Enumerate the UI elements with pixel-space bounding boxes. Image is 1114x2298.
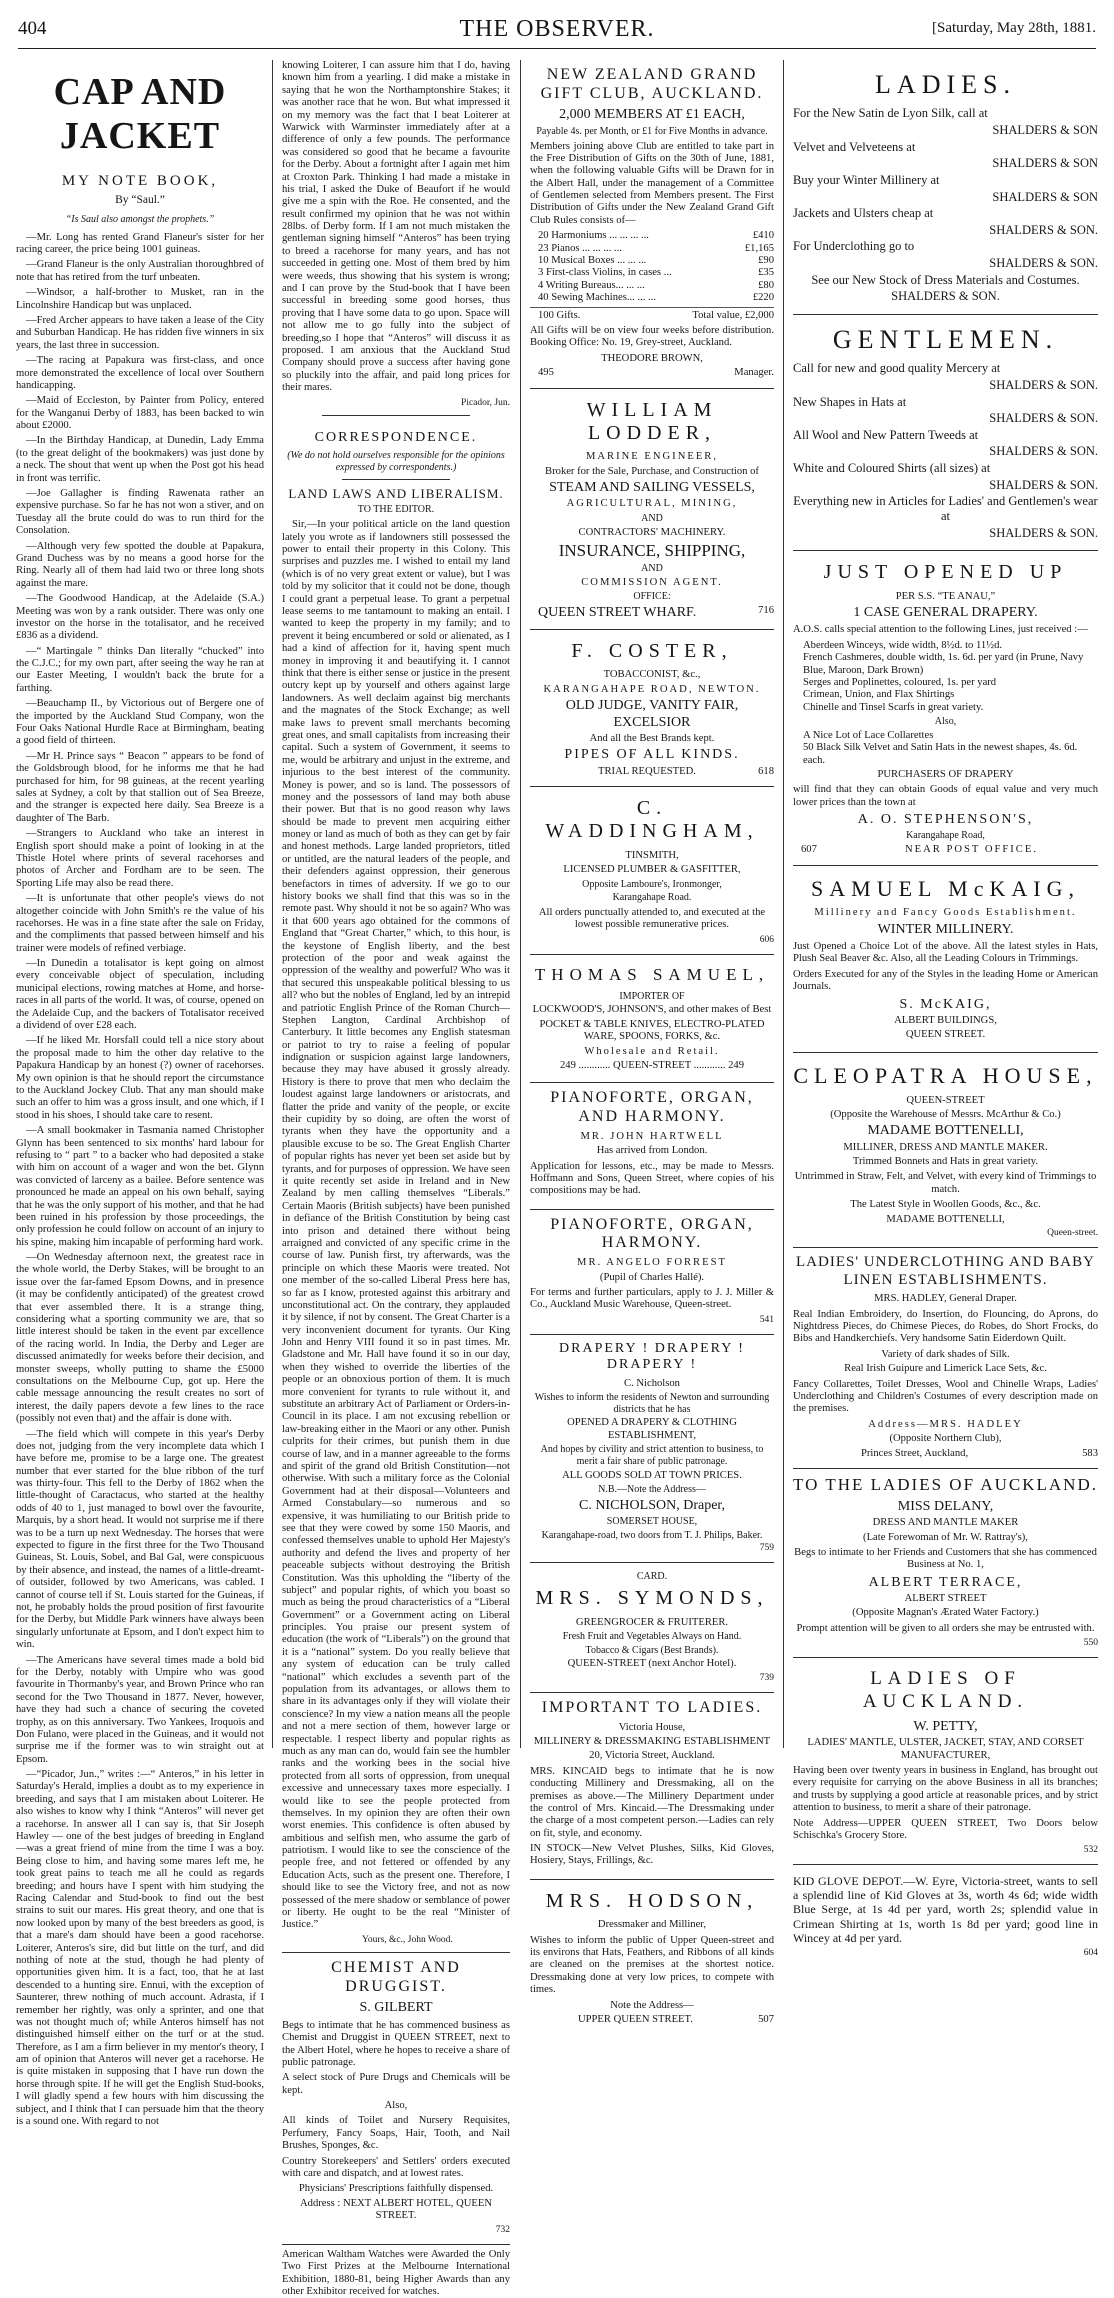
prize-row: 3 First-class Violins, in cases ... £35 (538, 267, 774, 279)
ad-footer-row: UPPER QUEEN STREET. 507 (578, 2013, 774, 2025)
ad-number: 606 (759, 934, 774, 945)
ad-line: MADAME BOTTENELLI, (867, 1123, 1024, 1139)
column-correspondence (282, 60, 510, 2297)
ad-hartwell (530, 1083, 774, 1209)
ad-row: SHALDERS & SON. (989, 477, 1098, 492)
ad-line: QUEEN STREET. (905, 1029, 986, 1041)
ad-body: MRS. KINCAID begs to intimate that he is now conducting Millinery and Dressmaking, all on the premises as above.—The Millinery Department under the control of Mrs. Kincaid.—The Dressmaking under the charge of a most competent person.—Ladies can rely on fit, style, and economy. (530, 1765, 774, 1839)
editorial-disclaimer: (We do not hold ourselves responsible for the opinions expressed by correspondents.) (287, 450, 505, 473)
note-paragraph: —Fred Archer appears to have taken a lease of the City and Suburban Handicap. He has ridden five winners in six years, the last three in succession. (16, 314, 264, 351)
ad-name: S. GILBERT (359, 2000, 433, 2016)
ad-line: Payable 4s. per Month, or £1 for Five Months in advance. (536, 125, 768, 137)
ad-body: Real Indian Embroidery, do Insertion, do Flouncing, do Aprons, do Nightdress Pieces, do Chimese Pieces, do Robes, do Short Frocks, do Bibs and Handkerchiefs. Very handsome Satin Eiderdown Quilt. (793, 1308, 1098, 1345)
ad-footer-row: Princes Street, Auckland, 583 (861, 1447, 1098, 1459)
ad-line: Opposite Lamboure's, Ironmonger, (582, 878, 722, 890)
ad-title: CLEOPATRA HOUSE, (793, 1062, 1098, 1088)
ad-title: IMPORTANT TO LADIES. (541, 1698, 763, 1716)
cap-and-jacket-masthead: CAP AND JACKET (53, 71, 227, 158)
prize-row: 40 Sewing Machines... ... ... £220 (538, 292, 774, 304)
ad-line: IMPORTER OF (619, 990, 685, 1002)
ad-number: 604 (1083, 1947, 1098, 1958)
ad-gilbert (282, 1952, 510, 2245)
column-cap-and-jacket (16, 60, 264, 2128)
ad-petty (793, 1658, 1098, 1865)
ad-line: (Late Forewoman of Mr. W. Rattray's), (863, 1531, 1028, 1543)
ad-line: TOBACCONIST, &c., (603, 669, 701, 681)
ad-waddingham (530, 787, 774, 955)
ad-row: SHALDERS & SON (992, 189, 1098, 204)
column-title: MY NOTE BOOK, (61, 172, 219, 189)
ad-line: Physicians' Prescriptions faithfully dispensed. (298, 2183, 494, 2195)
ad-footer-row: 495 Manager. (538, 367, 774, 379)
ad-line: Wishes to inform the residents of Newton and surrounding districts that he has (534, 1392, 770, 1415)
ad-line: PIPES OF ALL KINDS. (564, 747, 740, 763)
ad-line: Fresh Fruit and Vegetables Always on Hand. (562, 1630, 742, 1642)
note-paragraph: —In the Birthday Handicap, at Dunedin, Lady Emma (to the great delight of the bookmakers) was just done by a neck. The shout that went up when the Post got his head in front was terrific. (16, 435, 264, 484)
ad-line: (Opposite the Warehouse of Messrs. McArthur & Co.) (830, 1108, 1061, 1120)
ad-line: Karangahape-road, two doors from T. J. Philips, Baker. (541, 1529, 763, 1541)
ad-hodson (530, 1880, 774, 2035)
note-paragraph: —Beauchamp II., by Victorious out of Bergere one of the imported by the Auckland Stud Company, won the Four Oaks National Hurdle Race at Birmingham, beating a good field of thirteen. (16, 698, 264, 747)
list-item: 50 Black Silk Velvet and Satin Hats in the newest shapes, 4s. 6d. each. (803, 742, 1078, 766)
ad-line: Tobacco & Cigars (Best Brands). (585, 1644, 719, 1656)
note-paragraph: —The Americans have several times made a bold bid for the Derby, notably with Umpire who was good favourite in Thormanby's year, and Brown Prince who ran second for the Two Thousand in 1877. Never, however, have they had such a chance of securing the coveted trophy, as on this anniversary. Two Yankees, Iroquois and Don Fulano, were placed in the Guineas, and it would not surprise me if the former was to win straight out at Epsom. (16, 1654, 264, 1765)
ad-body: Wishes to inform the public of Upper Queen-street and its environs that Hats, Feathers, and Ribbons of all kinds are cleaned on the premises at the shortest notice. Dressmaking done at very low prices, to compete with times. (530, 1934, 774, 1996)
divider (342, 479, 450, 480)
ad-line: Also, (384, 2100, 408, 2112)
ad-body: Members joining above Club are entitled to take part in the Free Distribution of Gifts on the 30th of June, 1881, when the following valuable Gifts will be Drawn for in the Albert Hall, under the management of a Committee of Gentlemen selected from Members present. The First Distribution of Gifts under the New Zealand Grand Gift Club Rules consists of— (530, 140, 774, 226)
ad-line: MR. JOHN HARTWELL (580, 1130, 724, 1142)
prize-row: 4 Writing Bureaus... ... ... £80 (538, 279, 774, 291)
ad-forrest (530, 1210, 774, 1335)
ad-body: IN STOCK—New Velvet Plushes, Silks, Kid Gloves, Hosiery, Stays, Frillings, &c. (530, 1843, 774, 1867)
column-rule (272, 60, 273, 1748)
byline: By “Saul.” (115, 194, 165, 207)
ad-title: F. COSTER, (571, 639, 733, 662)
ad-line: OFFICE: (633, 590, 671, 602)
ad-line: Broker for the Sale, Purchase, and Construction of (545, 465, 759, 477)
ad-title: TO THE LADIES OF AUCKLAND. (793, 1474, 1098, 1494)
ad-footer-row: TRIAL REQUESTED. 618 (598, 765, 774, 777)
ad-title: WILLIAM LODDER, (586, 398, 718, 444)
ad-grand-gift-club (530, 60, 774, 389)
ad-line: And hopes by civility and strict attention to business, to merit a fair share of public patronage. (540, 1444, 764, 1467)
ad-body: For terms and further particulars, apply to J. J. Miller & Co., Auckland Music Warehouse, Queen-street. (530, 1286, 774, 1311)
ad-line: N.B.—Note the Address— (598, 1483, 706, 1495)
ad-line: Queen-street. (1047, 1228, 1098, 1239)
ad-line: STEAM AND SAILING VESSELS, (549, 480, 755, 496)
ad-title: LADIES' UNDERCLOTHING AND BABY LINEN ESTABLISHMENTS. (796, 1254, 1095, 1288)
ad-line: ALBERT STREET (904, 1593, 987, 1605)
ad-line: CARD. (636, 1571, 668, 1583)
ad-body: All Gifts will be on view four weeks before distribution. Booking Office: No. 19, Grey-street, Auckland. (530, 324, 774, 349)
note-paragraph: —Although very few spotted the double at Papakura, Grand Duchess was by no means a good horse for the Ring. Nearly all of them had laid two or three long shots against the mare. (16, 540, 264, 589)
note-paragraph: —The field which will compete in this year's Derby does not, judging from the very incomplete data which I have before me, promise to be a large one. The greatest number that ever started for the blue ribbon of the turf was thirty-four. This fell to the Derby of 1862 when the little-thought of Caractacus, who started at the healthy odds of 40 to 1, just managed to bowl over the favourite, Marquis, by a short head. It would not surprise me if there was to be a turn up next Wednesday. The horses that were expected to figure in the first three for the Two Thousand Guineas, St. Louis, Sobel, and Bal Gal, were conspicuous by their absence, and instead, the names of a little-dreamt-of outsider, followed by two Americans, was cabled. I cannot of course tell if St. Louis started for the Guineas, if not, he probably holds the proud position of first favourite for the Derby, but Middle Park winners have always been singularly unfortunate at Epsom, and I don't expect him to win. (16, 1428, 264, 1651)
note-paragraph: —Mr. Long has rented Grand Flaneur's sister for her racing career, the price being 1001 guineas. (16, 231, 264, 255)
ad-number: 532 (1083, 1845, 1098, 1856)
ad-body: Untrimmed in Straw, Felt, and Velvet, with every kind of Trimmings to match. (794, 1171, 1097, 1195)
ad-line: MR. ANGELO FORREST (577, 1257, 727, 1269)
ad-line: PURCHASERS OF DRAPERY (877, 768, 1014, 780)
ad-line: TINSMITH, (625, 849, 679, 861)
ad-body: Fancy Collarettes, Toilet Dresses, Wool and Chinelle Wraps, Ladies' Underclothing and Children's Costumes of every description made on the premises. (793, 1378, 1098, 1415)
ad-row: Call for new and good quality Mercery at (793, 361, 1001, 376)
ad-title: C. WADDINGHAM, (545, 797, 759, 843)
prize-row: 20 Harmoniums ... ... ... ... £410 (538, 230, 774, 242)
ad-line: ALBERT BUILDINGS, (894, 1015, 997, 1026)
note-paragraph: —The Goodwood Handicap, at the Adelaide (S.A.) Meeting was won by a rank outsider. There was only one investor on the horse in the totalisator, and he received £836 as a dividend. (16, 593, 264, 642)
ad-line: Also, (934, 716, 957, 728)
ad-line: LADIES' MANTLE, ULSTER, JACKET, STAY, AND CORSET MANUFACTURER, (807, 1737, 1084, 1761)
note-paragraph: —In Dunedin a totalisator is kept going on almost every conceivable object of speculation, including municipal elections, rowing matches at Home, and horse-races in all parts of the world. It was, of course, opened on the Adelaide Cup, and the backers of Totalisator received a dividend of over £28 each. (16, 958, 264, 1032)
ad-body: Country Storekeepers' and Settlers' orders executed with care and dispatch, and at lowest rates. (282, 2155, 510, 2180)
ad-row: Velvet and Velveteens at (793, 139, 916, 154)
ad-line: SHALDERS & SON. (891, 289, 1000, 304)
ad-row: For the New Satin de Lyon Silk, call at (793, 106, 988, 121)
ad-line: S. McKAIG, (899, 996, 992, 1012)
ad-number: 541 (759, 1314, 774, 1325)
list-item: Serges and Poplinettes, coloured, 1s. per yard (803, 676, 997, 688)
ad-body: Orders Executed for any of the Styles in the leading Home or American Journals. (793, 968, 1098, 993)
ad-mckaig (793, 866, 1098, 1053)
ad-row: SHALDERS & SON. (989, 377, 1098, 392)
note-paragraph: —A small bookmaker in Tasmania named Christopher Glynn has been sentenced to six months' hard labour for refusing to “ part ” to a backer who had deposited a stake with him on account of a wager and won the bet. Glynn was convicted of larceny as a bailee. Before sentence was pronounced he made an appeal on his own behalf, saying that he was the only support of his mother, and that he had been ruined in his profession by those proceedings, the only profession he could follow on account of an injury to his spine, making him incapable of performing hard work. (16, 1125, 264, 1248)
ad-line: MRS. HADLEY, General Draper. (874, 1293, 1017, 1305)
ad-body: Prompt attention will be given to all orders she may be entrusted with. (796, 1622, 1095, 1634)
note-paragraph: —“Picador, Jun.,” writes :—“ Anteros,” in his letter in Saturday's Herald, implies a doubt as to my experience in breeding, and says that I am mistaken about Loiterer. He also wishes to know why I think “Anteros” will never get a racehorse. In answer all I can say is, that Sir Joseph Hawley — one of the best judges of breeding in England—was a great friend of mine from the time I was a boy. Being close to him, and having some mares left me, he took great pains to teach me all he could as regards breeding; and hours have I spent with him studying the Racing Calendar and Stud-book to find out the best strains to suit our mares. His great theory, and one that is now looked upon by many of the best breeders as good, is that a mare's dam should have been a good racehorse. Loiterer, Anteros's sire, did but little on the turf, and did nothing of note at the stud, though he had plenty of opportunities given him. It is a fact, too, that he at last descended to a hunting sire. Ennui, with the exception of Saunterer, threw nothing of much account. Adrasta, if I remember her rightly, was only a sprinter, and one that was not thought much of; while Anteros himself has not distinguished himself either on the turf or at the stud. Therefore, as I am a firm believer in my mentor's theory, I am of opinion that Anteros will never get a racehorse. He is quite mistaken in supposing that I have run down the horse through spite. If he will get the English Stud-books, I will gladly spend a few hours with him discussing the subject, and I think that I can persuade him that the theory is a sound one. With regard to not (16, 1769, 264, 2128)
ad-line: (Opposite Northern Club), (889, 1433, 1002, 1445)
ad-line: Real Irish Guipure and Limerick Lace Sets, &c. (844, 1363, 1047, 1375)
ad-line: OPENED A DRAPERY & CLOTHING ESTABLISHMENT, (567, 1417, 737, 1441)
ad-line: GREENGROCER & FRUITERER. (575, 1616, 729, 1628)
ad-line: (Pupil of Charles Hallé). (599, 1271, 705, 1283)
letter-body: Sir,—In your political article on the land question lately you wrote as if landowners still possessed the power to entail their property in this Colony. This surprises and puzzles me. I wished to entail my land (which is of no very great extent or value), but I was told by my solicitor that it could not be done, though I could grant a perpetual lease. To grant a perpetual lease seems to me tantamount to making an entail. I wanted to keep the property in my family; and to prevent it being encumbered or sold or alienated, as I had a kind of affection for it, having spent much money in improving it and beautifying it. I cannot think that there is either sense or justice in the present outcry kept up by yourself and others against large landowners. As well declaim against big merchants and the magnates of the Stock Exchange; as well make laws to prevent small merchants becoming great ones, and small capitalists from increasing their capital. Such a system of Government, it seems to me, would be arbitrary and unjust in the extreme, and injurious to the best interest of the community. Money is power, and so is land. The possessors of money and the possessors of land may both abuse their power. But that is no good reason why laws should be made to prevent men acquiring either money or land as much of both as they can get by fair and honest methods. Large landed proprietors, titled or untitled, are the natural leaders of the people, and their defenders against oppression, their generous benefactors in times of adversity. If we go to our history books we shall find that this was so in the remote past. Why should it not be so again? Who was it that 600 years ago obtained for the commons of England that “Great Charter,” which, to this hour, is the keystone of English liberty, and the best protection of the poor and weak against the oppression of the wealthy and powerful? Who was it that secured this unspeakable political blessing to us all? who but the nobles of England, led by an intrepid and patriotic English Prince of the Roman Church—Stephen Langton, Cardinal Archbishop of Canterbury. It little becomes any English statesman or patriot to try to raise a feeling of popular indignation or suspicion against large landowners, because they may have abused it grossly already. History is there to prove that men who declaim the loudest against large landowners or aristocrats, and flatter the pride and vanity of the people, or excite their cupidity by so doing, are often the worst of tyrants when they have the opportunity and a plausible excuse to be so. The Great English Charter of popular rights has never yet been set aside but by tyrants, and for purposes of oppression. We have seen it quite recently set aside in Ireland and in New Zealand by men calling themselves “Liberals.” Certain Maoris (British subjects) have been punished in defiance of the British Constitution by being cast into prison and detained there without being arraigned and convicted of any specific crime in the course of law. Punish first, try afterwards, was the principle on which these Maoris were treated. Not one member of the so-called Liberal Press here has, so far as I know, protested against this arbitrary and unconstitutional act. On the contrary, they applauded it by silence, if not by consent. The Great Charter is a very inconvenient document for tyrants. Our King John and Henry VIII found it so in past times. Mr. Gladstone and Mr. Hall have found it so in our day, when they wished to override the liberties of the people or an obnoxious portion of them. It is much more convenient for tyrants to rule without it, and substitute an arbitrary Act of Parliament or Orders-in-Council in its place. I am not excusing rebellion or law-breaking either in the Maori or any other. Punish culprits for their crimes, but punish them in due course of law, and in a manner agreeable to the forms and spirit of the grand old British Constitution—not otherwise. With such a military force as the Colonial Government had at their disposal—Volunteers and Armed Constabulary—so numerous and so expensive, it was humiliating to our British pride to see that they were cowed by some 150 Maoris, and confessed themselves unable to uphold Her Majesty's authority and defend the lives and property of her peaceable subjects without destroying the British Constitution. Was this upholding the “liberty of the subject” and popular rights, of which you boast so much as being the proud characteristics of a “Liberal Government” or a Government acting on Liberal principles. You praise our present system of education (the work of “Liberals”) on the ground that it is a “national” system. Do you really believe that any system of education can be truly called “national” which excludes a seventh part of the population from its advantages, or allows them to share in its advantages only if they will violate their conscience? In my view a nation means all the people and not a mere section of them, however large or respectable. I respect liberty and popular rights as much as any man can do, would fain see the humbler ranks and the working bees in the social hive protected from all sorts of oppression, from unequal excessive and unnecessary taxes more especially. I would like to see the people protected from themselves. In my opinion they are often their own worst enemies. This confidence is often abused by ambitious and selfish men, who assume the garb of patriotism. I would like to see the conscience of the people free, and not fettered or offended by any Education Acts, such as the present one. Therefore, I should like to see the Victory free, and not as now possessed of the mere shadow or semblance of power or liberty. He ought to be the real “Minister of Justice.” (282, 519, 510, 1931)
ad-row: New Shapes in Hats at (793, 394, 907, 409)
ad-line: Karangahape Road, (906, 830, 985, 842)
note-paragraph: —It is unfortunate that other people's views do not altogether coincide with John Smith's re the value of his racehorses. He was in a fine state after the sale on Friday, and the compliments that passed between himself and his trainer were models of refined verbiage. (16, 893, 264, 954)
ad-title: PIANOFORTE, ORGAN, HARMONY. (550, 1215, 754, 1252)
ad-line: KARANGAHAPE ROAD, NEWTON. (543, 683, 761, 695)
ad-body: Note Address—UPPER QUEEN STREET, Two Doors below Schischka's Grocery Store. (793, 1817, 1098, 1841)
ad-line: Address—MRS. HADLEY (868, 1418, 1023, 1430)
ad-line: OLD JUDGE, VANITY FAIR, EXCELSIOR (565, 698, 739, 730)
ad-stephenson (793, 551, 1098, 865)
ad-row: SHALDERS & SON. (989, 222, 1098, 237)
ad-signature: THEODORE BROWN, (601, 352, 703, 364)
ad-line: Note the Address— (610, 1999, 694, 2011)
ad-line: AND (641, 562, 663, 574)
note-paragraph: —Grand Flaneur is the only Australian thoroughbred of note that has retired from the turf unbeaten. (16, 259, 264, 283)
ad-line: Victoria House, (618, 1721, 686, 1733)
ad-title: CHEMIST AND DRUGGIST. (331, 1958, 461, 1995)
list-item: Aberdeen Winceys, wide width, 8½d. to 11½d. (803, 639, 1003, 651)
prize-row: 23 Pianos ... ... ... ... £1,165 (538, 242, 774, 254)
ad-line: QUEEN-STREET (906, 1094, 985, 1106)
ad-line: 20, Victoria Street, Auckland. (589, 1750, 715, 1762)
ad-line: Millinery and Fancy Goods Establishment. (814, 907, 1077, 919)
ad-row: SHALDERS & SON (992, 123, 1098, 138)
ad-cleopatra (793, 1053, 1098, 1248)
ad-row: Buy your Winter Millinery at (793, 172, 940, 187)
list-item: French Cashmeres, double width, 1s. 6d. per yard (in Prune, Navy Blue, Maroon, Dark Brown) (803, 652, 1084, 676)
page-number: 404 (18, 18, 47, 39)
ad-line: LICENSED PLUMBER & GASFITTER, (563, 864, 741, 876)
letter-addressee: TO THE EDITOR. (357, 503, 435, 515)
ad-line: POCKET & TABLE KNIVES, ELECTRO-PLATED WARE, SPOONS, FORKS, &c. (539, 1018, 765, 1043)
ad-body: A select stock of Pure Drugs and Chemicals will be kept. (282, 2072, 510, 2096)
ad-waltham-watches: American Waltham Watches were Awarded the Only Two First Prizes at the Melbourne International Exhibition, 1880-81, being Higher Awards than any other Exhibitor received for watches. (282, 2248, 510, 2297)
ad-line: WINTER MILLINERY. (877, 921, 1014, 937)
ad-body: Begs to intimate that he has commenced business as Chemist and Druggist in QUEEN STREET, next to the Albert Hotel, where he hopes to receive a share of public patronage. (282, 2019, 510, 2068)
letter-signature: Yours, &c., John Wood. (362, 1934, 453, 1945)
ad-line: C. Nicholson (624, 1377, 680, 1389)
ad-body: Application for lessons, etc., may be made to Messrs. Hoffmann and Sons, Queen Street, where copies of his compositions may be had. (530, 1160, 774, 1197)
ad-title: SAMUEL McKAIG, (811, 875, 1080, 901)
ad-title: PIANOFORTE, ORGAN, AND HARMONY. (550, 1089, 754, 1126)
ad-line: INSURANCE, SHIPPING, (558, 540, 746, 560)
prize-total: 100 Gifts. Total value, £2,000 (530, 307, 774, 322)
column-rule (520, 60, 521, 1748)
list-item: Chinelle and Tinsel Scarfs in great variety. (803, 701, 984, 713)
list-item: A Nice Lot of Lace Collarettes (803, 729, 934, 741)
ad-address: Address : NEXT ALBERT HOTEL, QUEEN STREET. (300, 2197, 492, 2222)
ad-line: ALBERT TERRACE, (868, 1574, 1023, 1590)
ad-body: Begs to intimate to her Friends and Customers that she has commenced Business at No. 1, (794, 1546, 1097, 1571)
note-paragraph: —On Wednesday afternoon next, the greatest race in the whole world, the Derby Stakes, will be brought to an issue over the far-famed Epsom Downs, and in presence (it may be confidently anticipated) of the greatest crowd that ever assembled there. It is a strange thing, considering what a sporting community we are, that so little interest should be taken in the event par excellence of the racing world. In India, the Derby and Leger are discussed animatedly for weeks before their decision, and monster sweeps, wholly putting to shame the £5000 consultations on the Melbourne Cup, got up. Here the cable message announcing the result creates no sort of interest, the daily papers devote a few lines to the race (possibly not even that) and the affair is done with. (16, 1252, 264, 1425)
ad-title: LADIES. (875, 70, 1016, 99)
issue-date: [Saturday, May 28th, 1881. (931, 20, 1096, 36)
ad-line: 2,000 MEMBERS AT £1 EACH, (559, 107, 745, 123)
ad-line: AND (641, 512, 663, 524)
ad-footer-row: 607 NEAR POST OFFICE. (801, 844, 1038, 856)
ad-line: ALL GOODS SOLD AT TOWN PRICES. (562, 1469, 742, 1481)
note-paragraph: —Windsor, a half-brother to Musket, ran in the Lincolnshire Handicap but was unplaced. (16, 287, 264, 311)
ad-line: MISS DELANY, (897, 1498, 994, 1514)
ad-line: PER S.S. “TE ANAU,” (895, 590, 996, 602)
ad-title: GENTLEMEN. (832, 324, 1059, 354)
ad-nicholson (530, 1335, 774, 1564)
ad-number: 732 (495, 2224, 510, 2235)
ad-body: KID GLOVE DEPOT.—W. Eyre, Victoria-street, wants to sell a splendid line of Kid Gloves at 3s, worth 4s 6d; wide width Blue Serge, at 1s 4d per yard, worth 2s; splendid value in Crimean Shirting at 1s, worth 1s 8d per yard; good line in Wincey at 4d per yard. (793, 1874, 1098, 1945)
correspondence-heading: CORRESPONDENCE. (314, 429, 478, 445)
ad-shalders-gentlemen (793, 315, 1098, 551)
note-paragraph: —Mr H. Prince says “ Beacon ” appears to be fond of the Goldsbrough blood, for he informs me that he had purchased for him, for 98 guineas, at the recent yearling sales at Sydney, a colt by that stallion out of Sea Breeze, and the stranger is expected here daily. Sea Breeze is a daughter of The Barb. (16, 750, 264, 824)
ad-line: CONTRACTORS' MACHINERY. (578, 526, 726, 538)
ad-body: All orders punctually attended to, and executed at the lowest possible remunerative prices. (538, 906, 766, 931)
ad-thomas-samuel (530, 955, 774, 1084)
ad-number: 550 (1083, 1638, 1098, 1649)
ad-symonds (530, 1563, 774, 1692)
note-paragraph: —“ Martingale ” thinks Dan literally “chucked” into the C.J.C.; for my own part, after seeing the way he ran at our Easter Meeting, I wouldn't back the brute for a farthing. (16, 645, 264, 694)
ad-line: See our New Stock of Dress Materials and Costumes. (811, 272, 1080, 287)
note-paragraph: —Joe Gallagher is finding Rawenata rather an expensive purchase. So far he has not won a stiver, and on Tuesday all the brute could do was to run third for the Consolation. (16, 488, 264, 537)
ad-title: NEW ZEALAND GRAND GIFT CLUB, AUCKLAND. (540, 66, 764, 102)
newspaper-title: THE OBSERVER. (459, 16, 655, 42)
ad-hadley (793, 1248, 1098, 1469)
page-header (18, 12, 1096, 49)
ad-line: Trimmed Bonnets and Hats in great variety. (852, 1156, 1039, 1168)
ad-line: W. PETTY, (913, 1718, 978, 1734)
ad-title: THOMAS SAMUEL, (534, 964, 770, 984)
ad-row: White and Coloured Shirts (all sizes) at (793, 461, 991, 476)
ad-title: DRAPERY ! DRAPERY ! DRAPERY ! (559, 1340, 745, 1373)
ad-title: JUST OPENED UP (823, 561, 1068, 584)
note-paragraph: —Strangers to Auckland who take an interest in English sport should make a point of looking in at the Thistle Hotel where prints of several racehorses and photos of Archer and Fordham are to be seen. The Sporting Life may also be read there. (16, 828, 264, 889)
ad-title: MRS. HODSON, (545, 1889, 759, 1912)
ad-row: SHALDERS & SON (992, 156, 1098, 171)
ad-row: SHALDERS & SON. (989, 411, 1098, 426)
ad-shalders-ladies (793, 60, 1098, 315)
ad-line: Wholesale and Retail. (584, 1045, 720, 1057)
ad-line: (Opposite Magnan's Ærated Water Factory.) (852, 1607, 1039, 1619)
ad-body: All kinds of Toilet and Nursery Requisites, Perfumery, Fancy Soaps, Hair, Tooth, and Nail Brushes, Sponges, &c. (282, 2115, 510, 2152)
column-advertisements-1 (530, 60, 774, 2025)
ad-line: SOMERSET HOUSE, (606, 1516, 698, 1527)
ad-number: 759 (759, 1543, 774, 1554)
ad-lodder (530, 389, 774, 630)
note-paragraph: —The racing at Papakura was first-class, and once more demonstrated the excellence of local over Southern handicapping. (16, 355, 264, 391)
ad-line: AGRICULTURAL, MINING, (566, 498, 738, 510)
ad-line: 1 CASE GENERAL DRAPERY. (853, 604, 1038, 620)
ad-row: SHALDERS & SON. (989, 256, 1098, 271)
ad-line: Variety of dark shades of Silk. (881, 1348, 1010, 1360)
ad-number: 739 (759, 1672, 774, 1683)
ad-row: For Underclothing go to (793, 239, 915, 254)
signature-picador: Picador, Jun. (461, 397, 510, 408)
ad-line: C. NICHOLSON, Draper, (578, 1497, 726, 1513)
ad-coster (530, 630, 774, 787)
ad-row: Jackets and Ulsters cheap at (793, 206, 934, 221)
ad-body: will find that they can obtain Goods of equal value and very much lower prices than the town at (793, 784, 1098, 808)
ad-body: Just Opened a Choice Lot of the above. All the latest styles in Hats, Plush Seal Beaver &c. Also, all the Leading Colours in Trimmings. (793, 941, 1098, 965)
ad-line: MARINE ENGINEER, (585, 451, 719, 463)
ad-victoria-house (530, 1693, 774, 1880)
ad-line: LOCKWOOD'S, JOHNSON'S, and other makes of Best (532, 1004, 772, 1016)
ad-line: MADAME BOTTENELLI, (886, 1213, 1005, 1225)
note-paragraph: —Maid of Eccleston, by Painter from Policy, entered for the Wanganui Derby of 1883, has been backed to win about £2000. (16, 395, 264, 432)
note-paragraph: —If he liked Mr. Horsfall could tell a nice story about the proposal made to him the other day relative to the Papakura Handicap by an honest (?) owner of racehorses. My own opinion is that he should report the circumstance to the Auckland Jockey Club. That any man should make such an offer to him was a gross insult, and one which, if I stood in his shoes, I should take care to resent. (16, 1035, 264, 1121)
column-rule (783, 60, 784, 1748)
ad-line: 249 ............ QUEEN-STREET ............ 249 (559, 1059, 744, 1071)
ad-body: Having been over twenty years in business in England, has brought out every requisite for carrying on the above Business in all its branches; and trusts by supplying a good article at reasonable prices, and by strict attention to business, to merit a share of their patronage. (793, 1764, 1098, 1814)
ad-row: All Wool and New Pattern Tweeds at (793, 427, 979, 442)
ad-line: MILLINER, DRESS AND MANTLE MAKER. (843, 1141, 1048, 1153)
ad-line: And all the Best Brands kept. (589, 732, 715, 744)
divider (322, 415, 470, 416)
letter-title: LAND LAWS AND LIBERALISM. (288, 486, 504, 502)
ad-line: DRESS AND MANTLE MAKER (872, 1517, 1019, 1529)
prize-row: 10 Musical Boxes ... ... ... £90 (538, 255, 774, 267)
ad-footer-row: QUEEN STREET WHARF. 716 (538, 604, 774, 620)
ad-line: Dressmaker and Milliner, (597, 1919, 707, 1931)
ad-row: SHALDERS & SON. (989, 525, 1098, 540)
ad-delany (793, 1469, 1098, 1658)
epigraph: “Is Saul also amongst the prophets.” (65, 213, 215, 225)
ad-line: MILLINERY & DRESSMAKING ESTABLISHMENT (533, 1735, 771, 1747)
ad-line: COMMISSION AGENT. (581, 576, 723, 588)
ad-line: The Latest Style in Woollen Goods, &c., &c. (850, 1199, 1041, 1211)
ad-line: Karangahape Road. (612, 892, 692, 904)
column-advertisements-2 (793, 60, 1098, 1958)
ad-title: MRS. SYMONDS, (535, 1587, 769, 1610)
list-item: Crimean, Union, and Flax Shirtings (803, 689, 955, 701)
ad-row: SHALDERS & SON. (989, 444, 1098, 459)
ad-line: A. O. STEPHENSON'S, (857, 812, 1034, 828)
ad-line: QUEEN-STREET (next Anchor Hotel). (567, 1658, 737, 1670)
ad-line: Everything new in Articles for Ladies' and Gentlemen's wear at (793, 494, 1098, 523)
ad-line: Has arrived from London. (596, 1145, 708, 1157)
ad-kid-glove-depot (793, 1865, 1098, 1966)
note-continuation: knowing Loiterer, I can assure him that I do, having known him from a yearling. I did make a mistake in saying that he won the Northamptonshire Stakes; it was another race that he won. But what impressed it on my memory was the fact that I beat Loiterer at Warwick with Warminster immediately after at a difference of only a few pounds. The performance was considered so good that he became a favourite for the Derby. About a fortnight after I again met him at Croxton Park. Thinking I had made a mistake in his trial, I asked the Duke of Beaufort if he would give me a spin with the Roe. He consented, and the result confirmed my opinion that he was not within 28lbs. of Derby form. If I am not much mistaken the gentleman signing himself “Anteros” has been trying to breed a racehorse for many years, and has not succeeded in getting one. Most of them bred by him were weeds, thus showing that his system is wrong; and I can prove by the Stud-book that I have been successful in breeding some good horses, thus proving that I have some data to go upon. Space will not allow me to go fully into the subject of breeding,so I hope that “Anteros” will discuss it as proposed. I am anxious that the Auckland Stud Company should prove a success after having gone so pluckily into the affair, and paid long prices for their mares. (282, 60, 510, 394)
ad-body: A.O.S. calls special attention to the following Lines, just received :— (793, 624, 1088, 636)
ad-title: LADIES OF AUCKLAND. (862, 1668, 1029, 1712)
